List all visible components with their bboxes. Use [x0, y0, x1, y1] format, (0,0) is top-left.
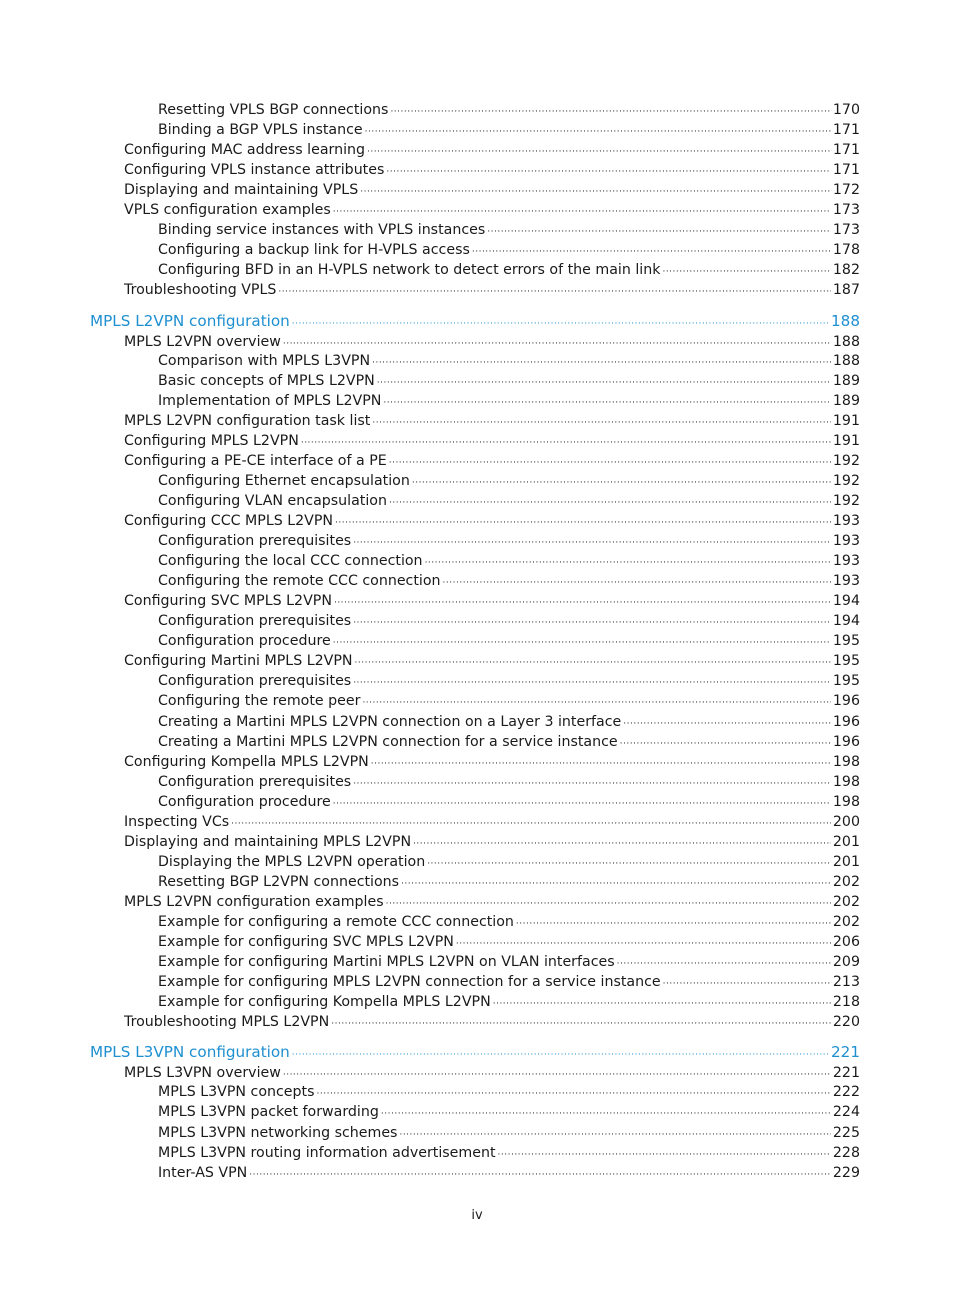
toc-entry-title: Basic concepts of MPLS L2VPN [158, 372, 375, 389]
dot-leader [249, 1165, 831, 1185]
toc-entry-title: Displaying and maintaining VPLS [124, 182, 359, 199]
toc-entry-title: Implementation of MPLS L2VPN [158, 392, 382, 409]
dot-leader [389, 493, 831, 513]
toc-entry-link[interactable] [158, 852, 860, 872]
toc-page-number: 222 [832, 1084, 860, 1101]
toc-page-number: 228 [832, 1144, 860, 1161]
toc-entry-title: MPLS L3VPN concepts [158, 1084, 315, 1101]
toc-entry-link[interactable] [158, 691, 860, 711]
toc-entry-title: Configuring Ethernet encapsulation [158, 472, 410, 489]
toc-entry-title: MPLS L3VPN configuration [90, 1043, 290, 1062]
dot-leader [443, 573, 831, 593]
toc-entry-title: Example for configuring SVC MPLS L2VPN [158, 934, 454, 951]
toc-entry-title: Configuring VPLS instance attributes [124, 162, 385, 179]
toc-entry-link[interactable] [124, 1012, 860, 1032]
toc-entry-title: Inter-AS VPN [158, 1164, 248, 1181]
dot-leader [367, 142, 831, 162]
toc-entry-title: MPLS L2VPN configuration examples [124, 893, 384, 910]
toc-page-number: 189 [832, 372, 860, 389]
toc-entry-title: Creating a Martini MPLS L2VPN connection on a Layer 3 interface [158, 713, 622, 730]
toc-page-number: 202 [832, 873, 860, 890]
toc-page-number: 187 [832, 282, 860, 299]
toc-page-number: 189 [832, 392, 860, 409]
toc-entry-title: Configuring Martini MPLS L2VPN [124, 653, 353, 670]
toc-page-number: 192 [832, 492, 860, 509]
toc-entry-link[interactable] [124, 332, 860, 352]
toc-entry-link[interactable] [158, 491, 860, 511]
dot-leader [353, 533, 831, 553]
toc-entry-link[interactable] [158, 912, 860, 932]
toc-page-number: 196 [832, 713, 860, 730]
toc-entry-link[interactable] [158, 551, 860, 571]
dot-leader [617, 954, 831, 974]
toc-entry-title: Configuring BFD in an H-VPLS network to detect errors of the main link [158, 262, 661, 279]
toc-entry-link[interactable] [124, 160, 860, 180]
toc-entry-title: Configuring SVC MPLS L2VPN [124, 593, 332, 610]
dot-leader [389, 453, 831, 473]
toc-entry-title: Displaying the MPLS L2VPN operation [158, 853, 426, 870]
toc-page-number: 171 [832, 142, 860, 159]
toc-entry-title: Configuring the local CCC connection [158, 553, 423, 570]
toc-entry-title: Resetting VPLS BGP connections [158, 102, 389, 118]
toc-entry-title: Example for configuring a remote CCC connection [158, 914, 514, 930]
toc-page-number: 194 [832, 593, 860, 610]
toc-page-number: 201 [832, 853, 860, 870]
toc-entry-link[interactable] [158, 631, 860, 651]
toc-entry-title: Configuration procedure [158, 793, 331, 810]
toc-entry-title: Configuration prerequisites [158, 533, 352, 550]
toc-entry-link[interactable] [158, 972, 860, 992]
toc-entry-link[interactable] [158, 391, 860, 411]
toc-page-number: 225 [832, 1124, 860, 1141]
dot-leader [355, 653, 831, 673]
toc-entry-link[interactable] [158, 240, 860, 260]
toc-entry-title: VPLS configuration examples [124, 202, 331, 219]
dot-leader [377, 373, 831, 393]
dot-leader [472, 242, 831, 262]
toc-page-number: 195 [832, 653, 860, 670]
toc-entry-title: Configuration prerequisites [158, 613, 352, 630]
dot-leader [333, 202, 831, 222]
dot-leader [413, 834, 831, 854]
page-number: iv [471, 1208, 483, 1223]
dot-leader [662, 262, 830, 282]
dot-leader [663, 974, 831, 994]
dot-leader [231, 814, 831, 834]
toc-entry-title: Creating a Martini MPLS L2VPN connection for a service instance [158, 733, 618, 750]
toc-page-number: 191 [832, 412, 860, 429]
toc-page-number: 188 [832, 352, 860, 369]
dot-leader [620, 734, 831, 754]
toc-entry-title: Binding a BGP VPLS instance [158, 122, 363, 139]
toc-entry-link[interactable] [158, 732, 860, 752]
dot-leader [292, 314, 829, 334]
dot-leader [372, 353, 831, 373]
toc-page-number: 192 [832, 472, 860, 489]
toc-page-number: 191 [832, 432, 860, 449]
toc-entry-title: Configuration prerequisites [158, 773, 352, 790]
toc-entry-title: MPLS L3VPN routing information advertisement [158, 1144, 496, 1161]
dot-leader [353, 774, 831, 794]
toc-entry-link[interactable] [124, 180, 860, 200]
toc-page-number: 193 [832, 573, 860, 590]
dot-leader [331, 1014, 831, 1034]
dot-leader [353, 613, 831, 633]
dot-leader [317, 1084, 831, 1104]
toc-page-number: 170 [832, 102, 860, 118]
toc-entry-title: MPLS L2VPN configuration [90, 311, 290, 330]
toc-entry-link[interactable] [158, 471, 860, 491]
dot-leader [427, 854, 831, 874]
dot-leader [383, 393, 831, 413]
toc-page-number: 193 [832, 533, 860, 550]
toc-page-number: 173 [832, 222, 860, 239]
toc-entry-link[interactable] [158, 571, 860, 591]
dot-leader [278, 282, 831, 302]
toc-entry-link[interactable] [158, 611, 860, 631]
toc-entry-title: Configuring the remote peer [158, 693, 361, 710]
toc-entry-title: Example for configuring MPLS L2VPN connection for a service instance [158, 974, 661, 991]
toc-entry-link[interactable] [158, 712, 860, 732]
toc-entry-link[interactable] [124, 140, 860, 160]
toc-entry-link[interactable] [158, 1143, 860, 1163]
dot-leader [412, 473, 831, 493]
toc-entry-link[interactable] [158, 100, 860, 120]
dot-leader [623, 714, 831, 734]
dot-leader [386, 162, 831, 182]
dot-leader [335, 513, 831, 533]
toc-entry-title: Displaying and maintaining MPLS L2VPN [124, 833, 412, 850]
toc-page-number: 224 [832, 1104, 860, 1121]
toc-entry-link[interactable] [158, 120, 860, 140]
dot-leader [333, 794, 831, 814]
dot-leader [334, 593, 831, 613]
toc-page-number: 229 [832, 1164, 860, 1181]
toc-page-number: 221 [831, 1043, 860, 1062]
toc-page-number: 218 [832, 994, 860, 1011]
toc-entry-title: Binding service instances with VPLS instances [158, 222, 486, 239]
toc-entry-title: MPLS L2VPN overview [124, 333, 281, 350]
toc-page-number: 198 [832, 773, 860, 790]
toc-entry-title: MPLS L3VPN overview [124, 1065, 281, 1082]
toc-entry-title: Example for configuring Martini MPLS L2VPN on VLAN interfaces [158, 954, 615, 971]
toc-entry-title: Configuring MAC address learning [124, 142, 366, 159]
toc-entry-link[interactable] [124, 511, 860, 531]
toc-entry-title: Configuring a PE-CE interface of a PE [124, 452, 387, 469]
dot-leader [353, 673, 831, 693]
toc-page-number: 193 [832, 553, 860, 570]
toc-entry-link[interactable] [158, 932, 860, 952]
toc-page-number: 201 [832, 833, 860, 850]
toc-entry-title: Configuring CCC MPLS L2VPN [124, 513, 334, 529]
toc-page-number: 173 [832, 202, 860, 219]
toc-page-number: 196 [832, 693, 860, 710]
toc-page-number: 196 [832, 733, 860, 750]
toc-entry-link[interactable] [124, 812, 860, 832]
toc-entry-link[interactable] [124, 200, 860, 220]
toc-page-number: 200 [832, 813, 860, 830]
dot-leader [333, 633, 831, 653]
toc-page-number: 202 [832, 893, 860, 910]
toc-entry-title: MPLS L3VPN networking schemes [158, 1124, 398, 1141]
toc-entry-link[interactable] [124, 451, 860, 471]
toc-entry-link[interactable] [124, 752, 860, 772]
toc-entry-link[interactable] [158, 772, 860, 792]
toc-entry-link[interactable] [158, 992, 860, 1012]
toc-entry-link[interactable] [158, 351, 860, 371]
toc-entry-title: Configuring a backup link for H-VPLS access [158, 242, 470, 259]
toc-entry-link[interactable] [124, 591, 860, 611]
toc-chapter-link[interactable] [90, 1042, 860, 1062]
toc-entry-link[interactable] [158, 671, 860, 691]
toc-page-number: 206 [832, 934, 860, 951]
toc-page-number: 188 [831, 311, 860, 330]
toc-page-number: 192 [832, 452, 860, 469]
toc-entry-link[interactable] [158, 1163, 860, 1183]
dot-leader [498, 1145, 831, 1165]
toc-page-number: 194 [832, 613, 860, 630]
toc-page-number: 193 [832, 513, 860, 529]
toc-page-number: 188 [832, 333, 860, 350]
toc-entry-link[interactable] [158, 872, 860, 892]
toc-entry-title: Troubleshooting MPLS L2VPN [124, 1014, 330, 1031]
toc-entry-link[interactable] [124, 892, 860, 912]
toc-chapter-link[interactable] [90, 311, 860, 331]
toc-page-number: 172 [832, 182, 860, 199]
toc-entry-link[interactable] [124, 411, 860, 431]
dot-leader [456, 934, 831, 954]
toc-page-number: 220 [832, 1014, 860, 1031]
dot-leader [381, 1104, 831, 1124]
toc-entry-link[interactable] [158, 1123, 860, 1143]
dot-leader [362, 693, 830, 713]
toc-entry-title: Configuring VLAN encapsulation [158, 492, 387, 509]
toc-entry-title: Configuring the remote CCC connection [158, 573, 441, 590]
dot-leader [399, 1125, 830, 1145]
toc-page-number: 195 [832, 673, 860, 690]
toc-entry-link[interactable] [124, 280, 860, 300]
toc-page-number: 171 [832, 162, 860, 179]
toc-page-number: 198 [832, 753, 860, 770]
toc-entry-title: Configuring Kompella MPLS L2VPN [124, 753, 369, 770]
dot-leader [516, 914, 831, 934]
dot-leader [372, 413, 831, 433]
toc-entry-title: MPLS L2VPN configuration task list [124, 412, 371, 429]
toc-entry-title: Troubleshooting VPLS [124, 282, 277, 299]
dot-leader [360, 182, 831, 202]
toc-page-number: 195 [832, 633, 860, 650]
toc-entry-link[interactable] [158, 371, 860, 391]
toc-entry-title: Resetting BGP L2VPN connections [158, 873, 400, 890]
toc-page-number: 182 [832, 262, 860, 279]
dot-leader [390, 102, 830, 122]
toc-entry-link[interactable] [158, 1082, 860, 1102]
toc-entry-link[interactable] [124, 431, 860, 451]
dot-leader [365, 122, 831, 142]
toc-entry-link[interactable] [124, 651, 860, 671]
toc-page-number: 221 [832, 1065, 860, 1082]
toc-page-number: 198 [832, 793, 860, 810]
dot-leader [386, 894, 831, 914]
toc-entry-title: Inspecting VCs [124, 813, 230, 830]
toc-entry-link[interactable] [124, 1063, 860, 1083]
toc-entry-link[interactable] [158, 952, 860, 972]
toc-entry-title: Configuration procedure [158, 633, 331, 650]
toc-entry-title: Example for configuring Kompella MPLS L2VPN [158, 994, 491, 1011]
toc-page-number: 202 [832, 914, 860, 930]
dot-leader [487, 222, 831, 242]
dot-leader [493, 994, 831, 1014]
dot-leader [371, 754, 831, 774]
dot-leader [292, 1045, 829, 1065]
toc-entry-link[interactable] [158, 792, 860, 812]
toc-page-number: 171 [832, 122, 860, 139]
toc-entry-title: MPLS L3VPN packet forwarding [158, 1104, 379, 1121]
toc-entry-title: Comparison with MPLS L3VPN [158, 352, 371, 369]
toc-page-number: 209 [832, 954, 860, 971]
toc-entry-link[interactable] [158, 531, 860, 551]
toc-entry-title: Configuring MPLS L2VPN [124, 432, 299, 449]
toc-entry-link[interactable] [158, 260, 860, 280]
toc-entry-link[interactable] [158, 1102, 860, 1122]
toc-entry-link[interactable] [158, 220, 860, 240]
toc-entry-title: Configuration prerequisites [158, 673, 352, 690]
dot-leader [425, 553, 831, 573]
toc-page-number: 213 [832, 974, 860, 991]
dot-leader [401, 874, 831, 894]
toc-entry-link[interactable] [124, 832, 860, 852]
toc-page-number: 178 [832, 242, 860, 259]
dot-leader [301, 433, 831, 453]
